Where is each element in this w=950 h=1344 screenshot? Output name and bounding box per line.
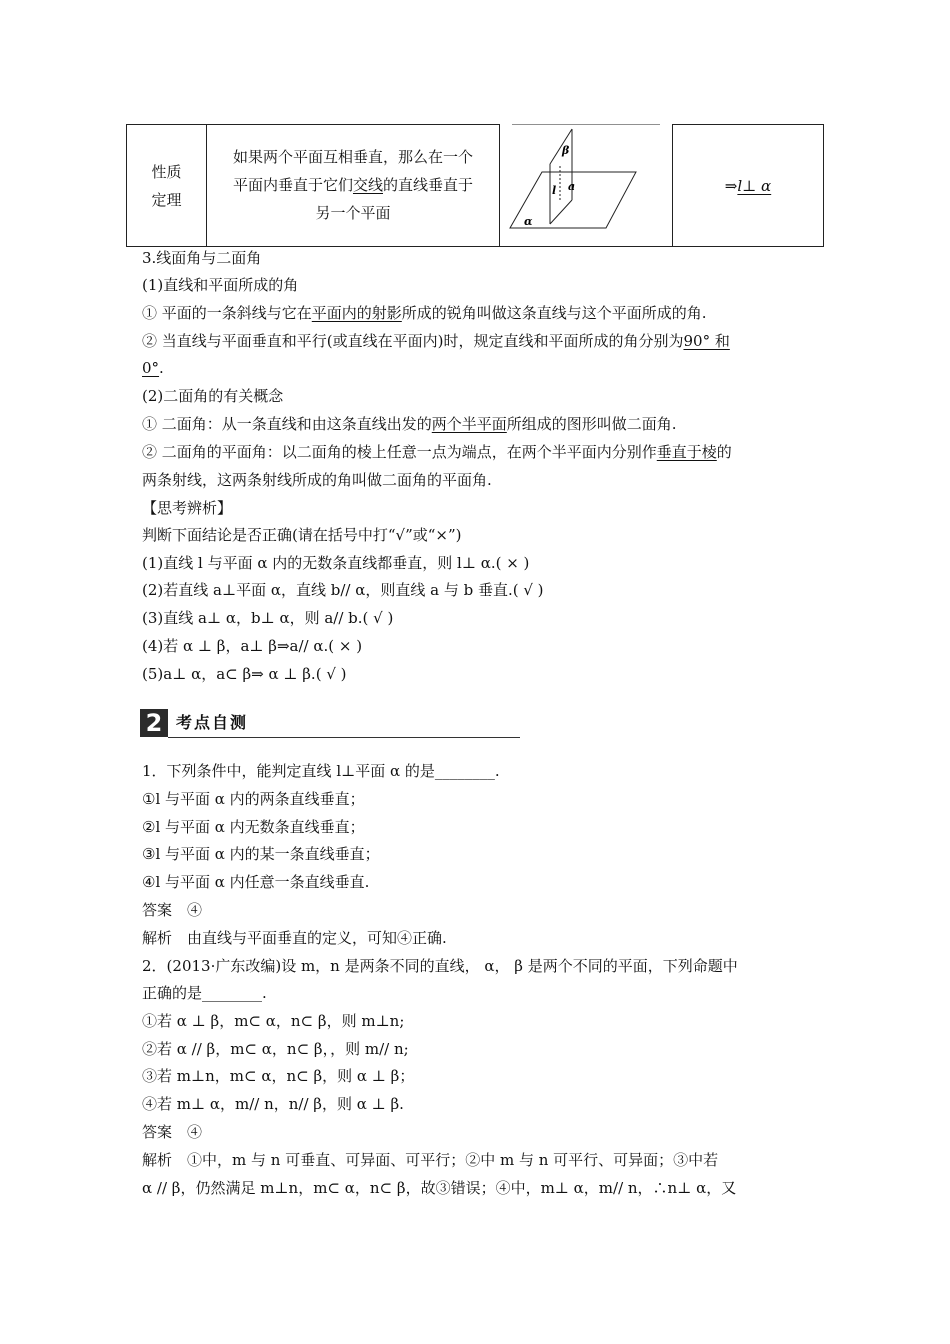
cell-label-line1: 性质	[151, 162, 182, 181]
perpendicular-planes-figure	[500, 124, 672, 247]
option: ④若 m⊥ α，m// n，n// β，则 α ⊥ β.	[142, 1095, 404, 1113]
judge-item: (1)直线 l 与平面 α 内的无数条直线都垂直，则 l⊥ α.( × )	[142, 554, 530, 572]
table-cell-figure	[500, 124, 672, 247]
option: ①l 与平面 α 内的两条直线垂直；	[142, 790, 365, 808]
table-cell-statement	[206, 124, 500, 247]
answer: 答案 ④	[142, 1123, 203, 1141]
statement-line1: 如果两个平面互相垂直，那么在一个	[232, 148, 473, 166]
heading-3: 3.线面角与二面角	[142, 249, 262, 267]
cell-label-line2: 定理	[151, 190, 182, 209]
judge-item: (4)若 α ⊥ β，a⊥ β⇒a// α.( × )	[142, 637, 363, 655]
question-1: 1．下列条件中，能判定直线 l⊥平面 α 的是________.	[142, 762, 500, 780]
statement-line3: 另一个平面	[315, 204, 391, 222]
explanation: 解析 ①中，m 与 n 可垂直、可异面、可平行；②中 m 与 n 可平行、可异面；③中若	[142, 1151, 719, 1169]
section-title: 考点自测	[176, 713, 249, 732]
fig-label-beta: β	[562, 144, 570, 157]
subheading-2: (2)二面角的有关概念	[142, 387, 284, 405]
paragraph-line: ① 二面角：从一条直线和由这条直线出发的两个半平面所组成的图形叫做二面角.	[142, 415, 677, 433]
paragraph-line: ① 平面的一条斜线与它在平面内的射影所成的锐角叫做这条直线与这个平面所成的角.	[142, 304, 707, 322]
option: ③l 与平面 α 内的某一条直线垂直；	[142, 845, 380, 863]
underline-answer: 交线	[352, 176, 383, 194]
answer: 答案 ④	[142, 901, 203, 919]
option: ②若 α // β，m⊂ α，n⊂ β，，则 m// n;	[142, 1040, 409, 1058]
judge-item: (3)直线 a⊥ α，b⊥ α，则 a// b.( √ )	[142, 609, 394, 627]
statement-line2: 平面内垂直于它们交线的直线垂直于	[232, 176, 474, 194]
theorem-table	[126, 124, 824, 247]
fig-label-alpha: α	[524, 215, 533, 228]
judge-item: (5)a⊥ α，a⊂ β⇒ α ⊥ β.( √ )	[142, 665, 347, 683]
explanation: 解析 由直线与平面垂直的定义，可知④正确.	[142, 929, 447, 947]
section-header	[140, 707, 520, 739]
fig-label-l: l	[552, 184, 557, 197]
table-cell-label	[126, 124, 206, 247]
section-number: 2	[140, 709, 168, 737]
paragraph-line: ② 二面角的平面角：以二面角的棱上任意一点为端点，在两个半平面内分别作垂直于棱的	[142, 443, 732, 461]
judge-item: (2)若直线 a⊥平面 α，直线 b// α，则直线 a 与 b 垂直.( √ )	[142, 581, 544, 599]
explanation-cont: α // β，仍然满足 m⊥n，m⊂ α，n⊂ β，故③错误；④中，m⊥ α，m// n，∴n⊥ α，又	[142, 1179, 737, 1197]
think-heading: 【思考辨析】	[142, 499, 233, 517]
option: ④l 与平面 α 内任意一条直线垂直.	[142, 873, 370, 891]
underline-answer: 平面内的射影	[311, 304, 402, 322]
paragraph-line: ② 当直线与平面垂直和平行(或直线在平面内)时，规定直线和平面所成的角分别为90° 和	[142, 332, 730, 350]
underline-answer: l⊥ α	[737, 176, 772, 195]
option: ①若 α ⊥ β，m⊂ α，n⊂ β，则 m⊥n;	[142, 1012, 405, 1030]
option: ②l 与平面 α 内无数条直线垂直；	[142, 818, 365, 836]
question-2: 2．(2013·广东改编)设 m，n 是两条不同的直线， α， β 是两个不同的平面，下列命题中	[142, 957, 738, 975]
subheading-1: (1)直线和平面所成的角	[142, 276, 299, 294]
underline-answer: 两个半平面	[431, 415, 507, 433]
section-rule	[168, 737, 520, 738]
underline-answer: 90° 和	[683, 332, 730, 350]
underline-answer: 垂直于棱	[656, 443, 717, 461]
question-2-cont: 正确的是________.	[142, 984, 267, 1002]
underline-answer: 0°	[142, 359, 160, 377]
table-cell-conclusion: ⇒ l⊥ α	[672, 124, 824, 247]
paragraph-line: 0°.	[142, 359, 164, 377]
option: ③若 m⊥n，m⊂ α，n⊂ β，则 α ⊥ β；	[142, 1067, 415, 1085]
fig-label-a: a	[568, 180, 576, 193]
paragraph-line: 两条射线，这两条射线所成的角叫做二面角的平面角.	[142, 471, 492, 489]
paragraph-line: 判断下面结论是否正确(请在括号中打“√”或“×”)	[142, 526, 462, 544]
